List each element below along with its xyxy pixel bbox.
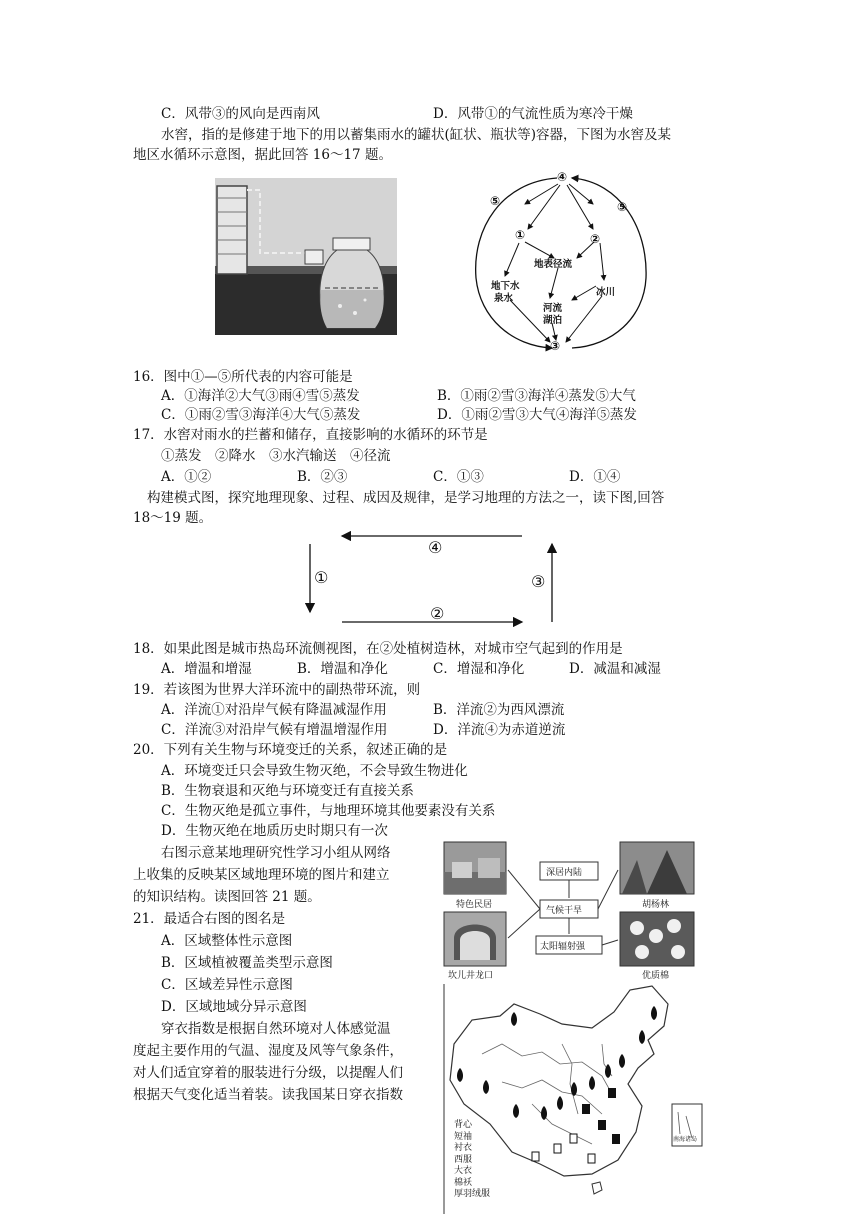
intro2-paragraph-cont: 18～19 题。 — [133, 510, 213, 526]
q16-option-a: A．①海洋②大气③雨④雪⑤蒸发 — [161, 388, 360, 404]
q17-option-b: B．②③ — [297, 469, 348, 485]
q17-option-d: D．①④ — [569, 469, 621, 485]
water-cycle-diagram — [472, 168, 650, 358]
option-c: C．风带③的风向是西南风 — [161, 106, 320, 122]
q17-option-a: A．①② — [161, 469, 212, 485]
q20-stem: 20．下列有关生物与环境变迁的关系，叙述正确的是 — [133, 742, 448, 758]
groundwater-label: 地下水 — [491, 281, 520, 292]
cycle-node-4: ④ — [557, 170, 568, 184]
south-china-sea-inset-label: 南海诸岛 — [673, 1136, 698, 1143]
q18-option-d: D．减温和减湿 — [569, 661, 661, 677]
q16-option-b: B．①雨②雪③海洋④蒸发⑤大气 — [437, 388, 636, 404]
spring-label: 泉水 — [494, 293, 514, 304]
legend-down-jacket: 厚羽绒服 — [454, 1189, 491, 1199]
legend-suit: 西服 — [454, 1154, 473, 1165]
q18-option-b: B．增温和净化 — [297, 661, 388, 677]
cycle-node-5-right: ⑤ — [617, 200, 628, 214]
q21-stem: 21．最适合右图的图名是 — [133, 911, 286, 927]
q20-option-d: D．生物灭绝在地质历史时期只有一次 — [161, 823, 388, 839]
legend-vest: 背心 — [454, 1120, 473, 1130]
q16-option-c: C．①雨②雪③海洋④大气⑤蒸发 — [161, 407, 361, 423]
loop-node-2: ② — [430, 604, 445, 623]
cycle-node-3: ③ — [550, 339, 561, 353]
q21-option-c: C．区域差异性示意图 — [161, 977, 293, 993]
lake-label: 湖泊 — [543, 315, 563, 326]
dressing-index-map — [442, 984, 704, 1214]
intro3-line2: 上收集的反映某区域地理环境的图片和建立 — [133, 867, 390, 883]
q16-option-d: D．①雨②雪③大气④海洋⑤蒸发 — [437, 407, 637, 423]
intro3-line1: 右图示意某地理研究性学习小组从网络 — [161, 845, 391, 861]
q19-option-a: A．洋流①对沿岸气候有降温减湿作用 — [161, 702, 387, 718]
loop-node-4: ④ — [428, 538, 443, 557]
option-d: D．风带①的气流性质为寒冷干燥 — [433, 106, 633, 122]
caption-cotton: 优质棉 — [642, 971, 670, 981]
q18-option-a: A．增温和增湿 — [161, 661, 252, 677]
box-arid-climate: 气候干旱 — [546, 906, 583, 916]
map-legend — [454, 1120, 490, 1201]
river-label: 河流 — [543, 303, 563, 314]
q18-stem: 18．如果此图是城市热岛环流侧视图，在②处植树造林，对城市空气起到的作用是 — [133, 641, 623, 657]
q21-option-b: B．区域植被覆盖类型示意图 — [161, 955, 333, 971]
q18-option-c: C．增湿和净化 — [433, 661, 525, 677]
intro2-paragraph: 构建模式图，探究地理现象、过程、成因及规律，是学习地理的方法之一，读下图,回答 — [147, 490, 665, 506]
q19-option-c: C．洋流③对沿岸气候有增温增湿作用 — [161, 722, 388, 738]
q20-option-b: B．生物衰退和灭绝与环境变迁有直接关系 — [161, 783, 414, 799]
q21-option-d: D．区域地域分异示意图 — [161, 999, 307, 1015]
intro4-line3: 对人们适宜穿着的服装进行分级，以提醒人们 — [133, 1065, 403, 1081]
legend-short-sleeve: 短袖 — [454, 1131, 473, 1142]
circulation-model-diagram — [300, 528, 562, 628]
q20-option-c: C．生物灭绝是孤立事件，与地理环境其他要素没有关系 — [161, 803, 496, 819]
q16-stem: 16．图中①—⑤所代表的内容可能是 — [133, 369, 353, 385]
q21-option-a: A．区域整体性示意图 — [161, 933, 293, 949]
legend-shirt: 衬衣 — [454, 1143, 473, 1153]
intro-paragraph: 水窖，指的是修建于地下的用以蓄集雨水的罐状(缸状、瓶状等)容器，下图为水窖及某 — [161, 127, 672, 143]
box-inland: 深居内陆 — [546, 868, 583, 878]
cycle-node-1: ① — [515, 228, 526, 242]
loop-node-1: ① — [314, 568, 329, 587]
knowledge-structure-figure — [442, 840, 696, 980]
glacier-label: 冰川 — [596, 287, 616, 298]
q17-items: ①蒸发 ②降水 ③水汽输送 ④径流 — [161, 448, 391, 464]
q19-option-d: D．洋流④为赤道逆流 — [433, 722, 566, 738]
caption-karez: 坎儿井龙口 — [448, 971, 494, 981]
q17-option-c: C．①③ — [433, 469, 484, 485]
intro4-line2: 度起主要作用的气温、湿度及风等气象条件， — [133, 1043, 403, 1059]
q17-stem: 17．水窖对雨水的拦蓄和储存，直接影响的水循环的环节是 — [133, 427, 488, 443]
legend-cotton-jacket: 棉袄 — [454, 1177, 473, 1188]
box-strong-radiation: 太阳辐射强 — [540, 942, 586, 952]
loop-node-3: ③ — [531, 572, 546, 591]
intro4-line4: 根据天气变化适当着装。读我国某日穿衣指数 — [133, 1087, 403, 1103]
intro3-line3: 的知识结构。读图回答 21 题。 — [133, 889, 321, 905]
q19-option-b: B．洋流②为西风漂流 — [433, 702, 565, 718]
caption-dwellings: 特色民居 — [456, 900, 493, 910]
intro-paragraph-cont: 地区水循环示意图，据此回答 16～17 题。 — [133, 147, 392, 163]
surface-runoff-label: 地表径流 — [534, 259, 573, 270]
q19-stem: 19．若该图为世界大洋环流中的副热带环流，则 — [133, 682, 421, 698]
cycle-node-2: ② — [590, 232, 601, 246]
q20-option-a: A．环境变迁只会导致生物灭绝，不会导致生物进化 — [161, 763, 468, 779]
caption-poplar-forest: 胡杨林 — [642, 900, 670, 910]
cycle-node-5-left: ⑤ — [490, 194, 501, 208]
legend-coat: 大衣 — [454, 1166, 473, 1176]
intro4-line1: 穿衣指数是根据自然环境对人体感觉温 — [161, 1021, 391, 1037]
water-cellar-photo — [215, 178, 397, 335]
